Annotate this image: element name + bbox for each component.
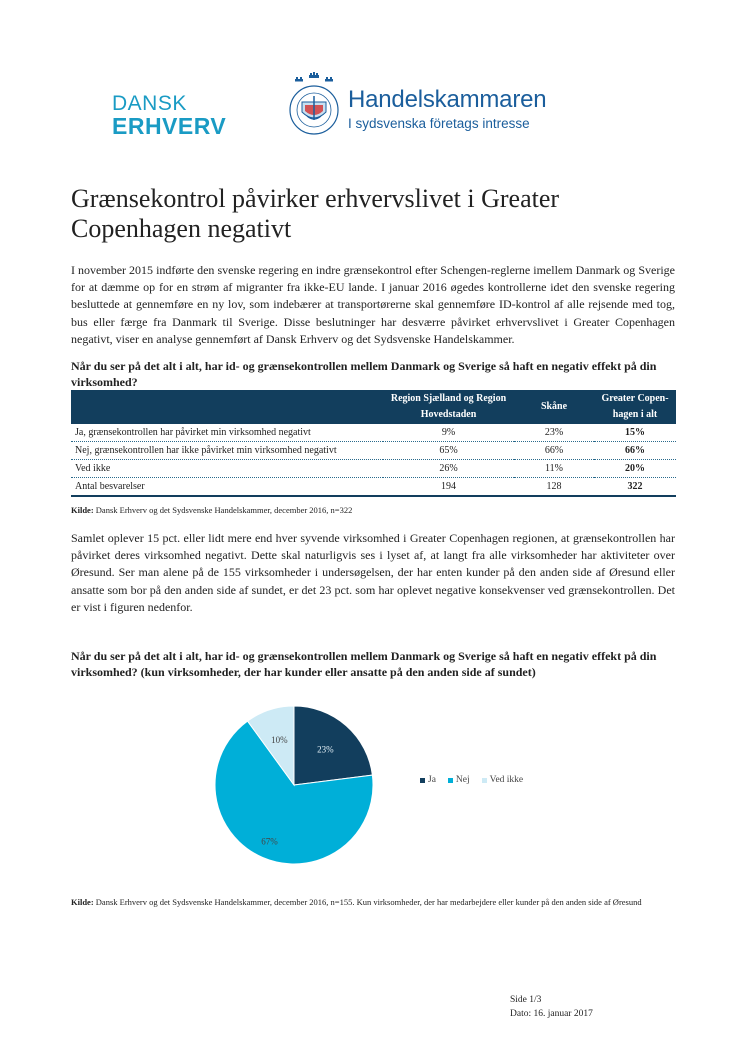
table-cell: 9% — [383, 424, 514, 442]
table-header-cell: Skåne — [514, 390, 594, 424]
pie-data-label: 67% — [261, 836, 278, 847]
table-row — [71, 442, 676, 460]
legend-item — [448, 775, 470, 785]
source-text: Dansk Erhverv og det Sydsvenske Handelskammer, december 2016, n=322 — [93, 505, 353, 515]
dansk-erhverv-logo-line2: ERHVERV — [112, 113, 227, 139]
handelskammaren-seal-icon — [283, 72, 345, 138]
legend-item — [420, 775, 436, 785]
question-1: Når du ser på det alt i alt, har id- og grænsekontrollen mellem Danmark og Sverige så haft en negativ effekt på din virksomhed? — [71, 359, 657, 389]
table-cell: 66% — [594, 442, 676, 460]
handelskammaren-tagline: I sydsvenska företags intresse — [348, 116, 530, 131]
table-header-cell — [71, 390, 383, 424]
table-cell: 15% — [594, 424, 676, 442]
source-text: Dansk Erhverv og det Sydsvenske Handelskammer, december 2016, n=155. Kun virksomheder, der har medarbejdere eller kunder på den anden side af Øresund — [93, 897, 642, 907]
question-2: Når du ser på det alt i alt, har id- og grænsekontrollen mellem Danmark og Sverige så haft en negativ effekt på din virksomhed? (kun virksomheder, der har kunder eller ansatte på den anden side af sundet) — [71, 649, 657, 679]
table-cell: Nej, grænsekontrollen har ikke påvirket min virksomhed negativt — [71, 442, 383, 460]
dansk-erhverv-logo-line1: DANSK — [112, 92, 187, 115]
table-cell: 65% — [383, 442, 514, 460]
table-cell: 194 — [383, 478, 514, 497]
page-footer — [510, 993, 593, 1021]
legend-label: Ved ikke — [489, 775, 524, 785]
table-row — [71, 478, 676, 497]
table-cell: Antal besvarelser — [71, 478, 383, 497]
pie-data-label: 23% — [317, 744, 334, 755]
pie-chart — [200, 695, 390, 875]
legend-swatch — [448, 778, 453, 783]
pie-data-label: 10% — [271, 734, 288, 745]
body-paragraph: Samlet oplever 15 pct. eller lidt mere end hver syvende virksomhed i Greater Copenhagen regionen, at grænsekontrollen har påvirket deres virksomhed negativt. Dette skal naturligvis ses i lyset af, at langt fra alle virksomheder har aktiviteter over Øresund. Ser man alene på de 155 virksomheder i undersøgelsen, der har enten kunder på den anden side af Øresund eller ansatte som bor på den anden side af sundet, er det 23 pct. som har oplevet negative konsekvenser ved grænsekontrollen. Det er vist i figuren nedenfor. — [71, 531, 675, 614]
results-table — [71, 390, 676, 497]
page-date: Dato: 16. januar 2017 — [510, 1009, 593, 1019]
chart-source — [71, 895, 671, 909]
table-cell: 66% — [514, 442, 594, 460]
table-cell: 11% — [514, 460, 594, 478]
page-number: Side 1/3 — [510, 995, 542, 1005]
table-cell: 26% — [383, 460, 514, 478]
page-title: Grænsekontrol påvirker erhvervslivet i Greater Copenhagen negativt — [71, 184, 560, 243]
table-header-cell: Region Sjælland og Region Hovedstaden — [383, 390, 514, 424]
table-cell: 128 — [514, 478, 594, 497]
legend-label: Nej — [455, 775, 470, 785]
table-header-cell: Greater Copen-hagen i alt — [594, 390, 676, 424]
table-source — [71, 505, 352, 515]
intro-paragraph: I november 2015 indførte den svenske regering en indre grænsekontrol efter Schengen-reglerne imellem Danmark og Sverige for at dæmme op for en strøm af migranter fra ikke-EU lande. I januar 2016 øgedes kontrollerne idet den svenske regering besluttede at gennemføre en ny lov, som indebærer at transportørerne skal gennemføre ID-kontrol af alle rejsende med tog, bus eller færge fra Danmark til Sverige. Disse beslutninger har desværre påvirket erhvervslivet i Greater Copenhagen negativt, viser en analyse gennemført af Dansk Erhverv og det Sydsvenske Handelskammer. — [71, 263, 675, 346]
dansk-erhverv-logo — [112, 93, 226, 138]
table-header-row — [71, 390, 676, 424]
handelskammaren-name: Handelskammaren — [348, 86, 547, 113]
table-row — [71, 460, 676, 478]
legend-swatch — [482, 778, 487, 783]
chart-legend — [420, 775, 523, 785]
legend-label: Ja — [428, 775, 436, 785]
table-cell: Ja, grænsekontrollen har påvirket min virksomhed negativt — [71, 424, 383, 442]
table-cell: 20% — [594, 460, 676, 478]
handelskammaren-logo — [348, 88, 546, 131]
table-row — [71, 424, 676, 442]
table-cell: Ved ikke — [71, 460, 383, 478]
table-cell: 322 — [594, 478, 676, 497]
source-label: Kilde: — [71, 505, 94, 515]
legend-swatch — [420, 778, 425, 783]
source-label: Kilde: — [71, 897, 94, 907]
table-cell: 23% — [514, 424, 594, 442]
legend-item — [482, 775, 524, 785]
